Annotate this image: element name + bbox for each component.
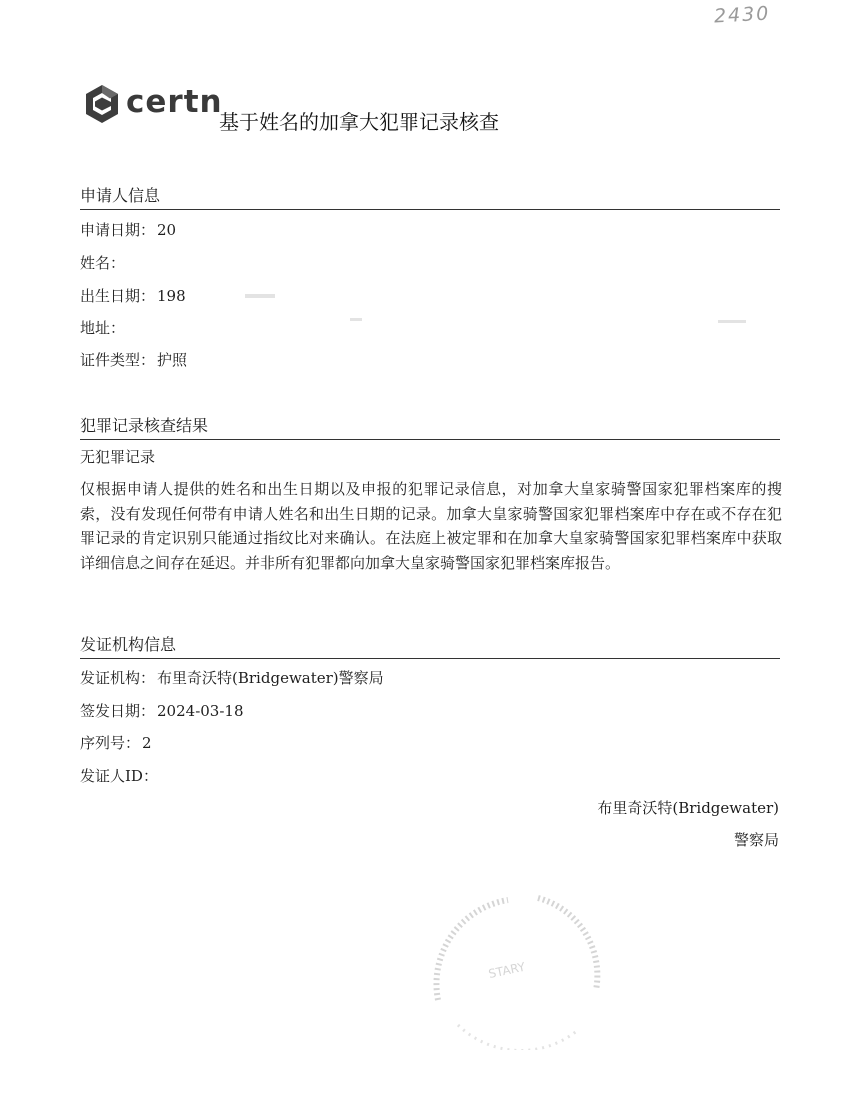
seal-text: STARY: [487, 959, 527, 982]
field-value: 布里奇沃特(Bridgewater)警察局: [157, 669, 384, 687]
applicant-section-header: 申请人信息: [80, 183, 780, 210]
issue-date-field: [80, 700, 244, 721]
field-label: 证件类型：: [80, 351, 156, 369]
field-value: 2024-03-18: [157, 702, 244, 720]
result-status: 无犯罪记录: [80, 448, 156, 466]
issuer-section-header: 发证机构信息: [80, 632, 780, 659]
field-label: 姓名：: [80, 254, 126, 272]
field-label: 发证人ID：: [80, 767, 158, 785]
document-title: 基于姓名的加拿大犯罪记录核查: [219, 110, 499, 134]
serial-number-field: [80, 732, 152, 753]
embossed-seal-icon: [418, 880, 618, 1050]
result-section-header: 犯罪记录核查结果: [80, 413, 780, 440]
issuer-id-field: [80, 765, 160, 786]
redaction-mark: [350, 318, 362, 321]
application-date-field: [80, 219, 176, 240]
signature-line-1: 布里奇沃特(Bridgewater): [597, 799, 779, 817]
issuing-authority-field: [80, 667, 384, 688]
certn-logo-icon: [84, 84, 120, 124]
signature-line-2: 警察局: [733, 831, 779, 849]
id-type-field: [80, 349, 187, 370]
field-label: 序列号：: [80, 734, 141, 752]
field-value: 护照: [157, 351, 188, 369]
name-field: [80, 252, 127, 273]
field-value: 20: [157, 221, 177, 239]
field-label: 地址：: [80, 319, 126, 337]
address-field: [80, 317, 127, 338]
birth-date-field: [80, 285, 186, 306]
field-label: 出生日期：: [80, 287, 156, 305]
certn-logo: [84, 82, 223, 126]
field-label: 申请日期：: [80, 221, 156, 239]
field-value: 2: [142, 734, 152, 752]
redaction-mark: [245, 294, 275, 298]
field-value: 198: [157, 287, 186, 305]
field-label: 签发日期：: [80, 702, 156, 720]
handwritten-note: 2430: [713, 2, 771, 28]
logo-wordmark: certn: [126, 84, 223, 120]
redaction-mark: [718, 320, 746, 323]
result-description: 仅根据申请人提供的姓名和出生日期以及申报的犯罪记录信息，对加拿大皇家骑警国家犯罪档案库的搜索，没有发现任何带有申请人姓名和出生日期的记录。加拿大皇家骑警国家犯罪档案库中存在或不存在犯罪记录的肯定识别只能通过指纹比对来确认。在法庭上被定罪和在加拿大皇家骑警国家犯罪档案库中获取详细信息之间存在延迟。并非所有犯罪都向加拿大皇家骑警国家犯罪档案库报告。: [80, 480, 782, 572]
field-label: 发证机构：: [80, 669, 156, 687]
